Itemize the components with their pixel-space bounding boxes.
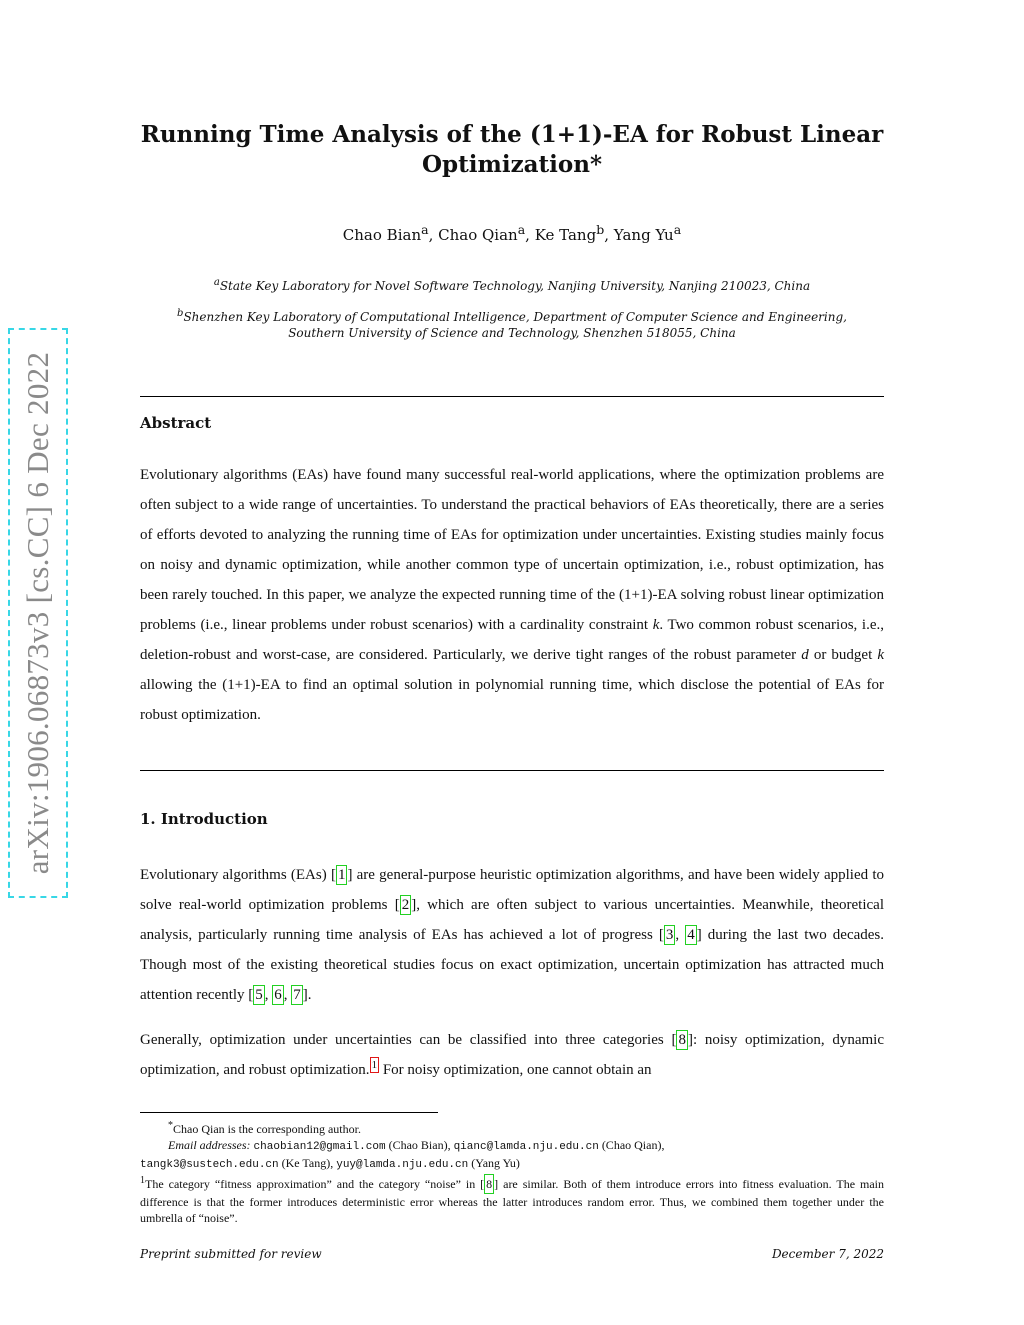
citation-link[interactable]: 3	[665, 927, 674, 943]
citation-link[interactable]: 5	[255, 987, 263, 1003]
email-link[interactable]: tangk3@sustech.edu.cn	[140, 1159, 279, 1171]
footnote-emails: Email addresses: chaobian12@gmail.com (Chao Bian), qianc@lamda.nju.edu.cn (Chao Qian),	[168, 1138, 665, 1153]
affiliation-marker: a	[421, 222, 429, 237]
affiliation-b: $^b$Shenzhen Key Laboratory of Computational Intelligence, Department of Computer Science and Engineering, Southern University of Science and Technology, Shenzhen 518055, China	[177, 308, 847, 340]
citation-link[interactable]: 7	[293, 987, 301, 1003]
email-link[interactable]: qianc@lamda.nju.edu.cn	[453, 1141, 599, 1153]
footer-date: December 7, 2022	[771, 1247, 884, 1261]
abstract-top-rule	[140, 396, 884, 397]
footer-left: Preprint submitted for review	[140, 1247, 322, 1261]
email-link[interactable]: yuy@lamda.nju.edu.cn	[336, 1159, 469, 1171]
affiliation-a: $^a$State Key Laboratory for Novel Software Technology, Nanjing University, Nanjing 210023, China	[213, 277, 811, 293]
footnotes	[140, 1118, 884, 1226]
citation-link[interactable]: 2	[401, 897, 410, 913]
author-name: Yang Yu	[613, 226, 674, 244]
author-name: Ke Tang	[534, 226, 597, 244]
abstract-text: Evolutionary algorithms (EAs) have found many successful real-world applications, where the optimization problems are often subject to a wide range of uncertainties. To understand the practical behaviors of EAs theoretically, there are a series of efforts devoted to analyzing the running time of EAs for optimization under uncertainties. Existing studies mainly focus on noisy and dynamic optimization, while another common type of uncertain optimization, i.e., robust optimization, has been rarely touched. In this paper, we analyze the expected running time of the (1+1)-EA solving robust linear optimization problems (i.e., linear problems under robust scenarios) with a cardinality constraint k. Two common robust scenarios, i.e., deletion-robust and worst-case, are considered. Particularly, we derive tight ranges of the robust parameter d or budget k allowing the (1+1)-EA to find an optimal solution in polynomial running time, which disclose the potential of EAs for robust optimization.	[140, 467, 884, 723]
citation-link[interactable]: 1	[337, 867, 346, 883]
introduction-paragraph-2: Generally, optimization under uncertainties can be classified into three categories [ 8 ]: noisy optimization, dynamic optimization, and robust optimization. 1 For noisy optimization, one cannot obtain an	[140, 1032, 884, 1078]
introduction-paragraph-1: Evolutionary algorithms (EAs) [ 1 ] are general-purpose heuristic optimization algorithms, and have been widely applied to solve real-world optimization problems [ 2 ], which are often subject to various uncertainties. Meanwhile, theoretical analysis, particularly running time analysis of EAs has achieved a lot of progress [ 3 , 4 ] during the last two decades. Though most of the existing theoretical studies focus on exact optimization, uncertain optimization has attracted much attention recently [ 5 , 6 , 7 ].	[140, 867, 885, 1003]
footnote-corresponding: *Chao Qian is the corresponding author.	[168, 1120, 361, 1136]
author-name: Chao Qian	[438, 226, 518, 244]
footnote-rule	[140, 1112, 438, 1113]
arxiv-stamp[interactable]	[8, 328, 68, 898]
section-heading-introduction: 1. Introduction	[140, 810, 268, 828]
citation-link[interactable]: 4	[687, 927, 695, 943]
paper-title	[140, 120, 884, 180]
citation-link[interactable]: 8	[484, 1174, 494, 1194]
citation-link[interactable]: 8	[678, 1032, 686, 1048]
citation-link[interactable]: 6	[274, 987, 282, 1003]
affiliation-marker: b	[596, 222, 605, 237]
title-line-1: Running Time Analysis of the (1+1)-EA for Robust Linear	[140, 121, 884, 148]
arxiv-id: arXiv:1906.06873v3 [cs.CC] 6 Dec 2022	[20, 351, 55, 875]
title-line-2: Optimization*	[422, 151, 602, 178]
abstract-bottom-rule	[140, 770, 884, 771]
footnote-1: $^1$The category “fitness approximation” and the category “noise” in [ 8 ] are similar. Both of them introduce errors into fitness evaluation. The main difference is that the former introduces deterministic error whereas the latter introduces random error. Thus, we combined them together under the umbrella of “noise”.	[140, 1175, 884, 1225]
author-name: Chao Bian	[342, 226, 422, 244]
affiliation-marker: a	[517, 222, 526, 237]
footnote-emails-cont: tangk3@sustech.edu.cn (Ke Tang), yuy@lamda.nju.edu.cn (Yang Yu)	[140, 1156, 520, 1171]
affiliation-marker: a	[673, 222, 682, 237]
abstract-heading: Abstract	[140, 414, 212, 432]
author-list: Chao Bian$^a$, Chao Qian$^a$, Ke Tang$^b$, Yang Yu$^a$	[342, 222, 682, 244]
email-link[interactable]: chaobian12@gmail.com	[253, 1141, 386, 1153]
footnote-link[interactable]: 1	[371, 1059, 378, 1071]
